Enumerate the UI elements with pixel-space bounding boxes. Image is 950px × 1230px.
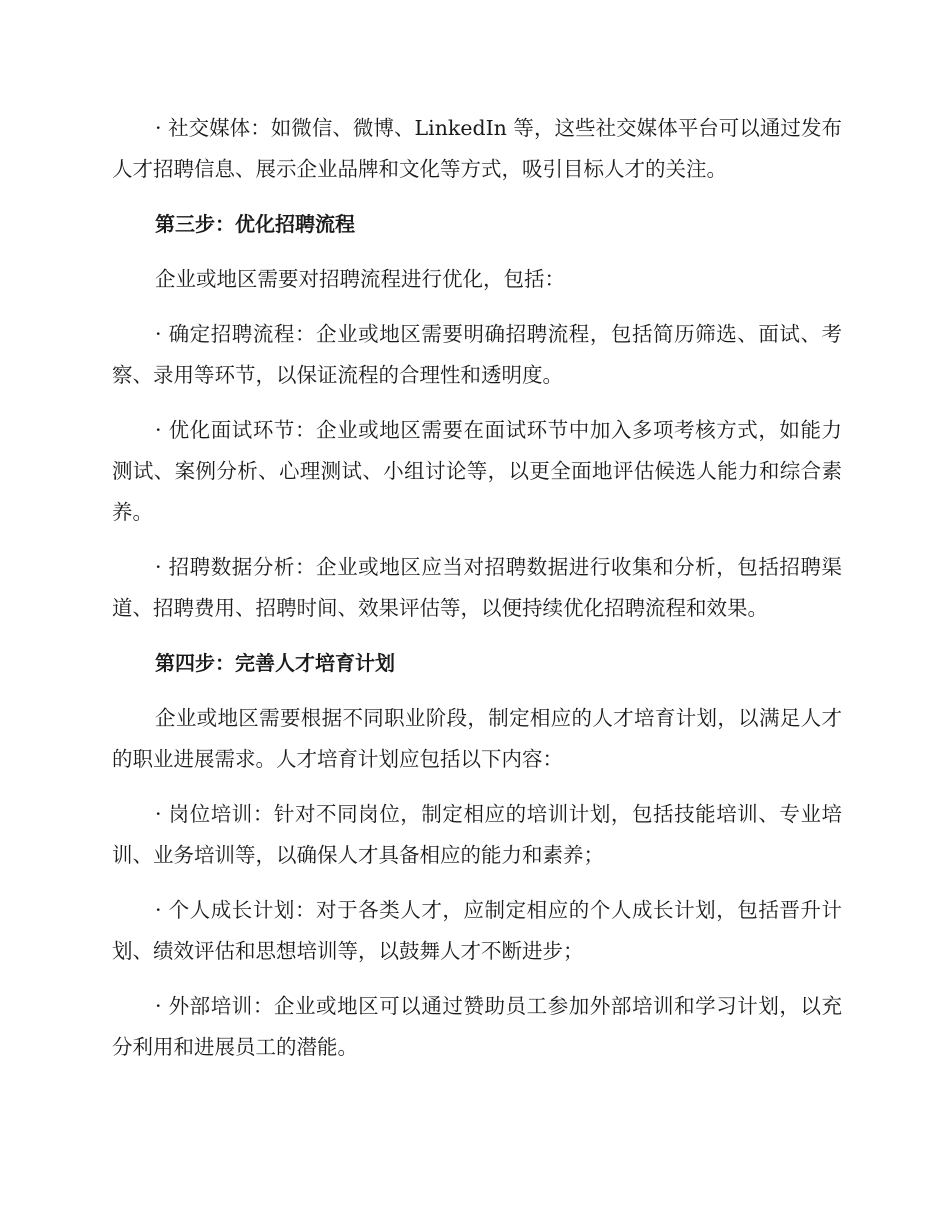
paragraph-training-intro: 企业或地区需要根据不同职业阶段，制定相应的人才培育计划，以满足人才的职业进展需求。人才培育计划应包括以下内容：	[112, 706, 842, 771]
paragraph-optimize-intro: 企业或地区需要对招聘流程进行优化，包括：	[155, 267, 565, 291]
paragraph-define-process: · 确定招聘流程：企业或地区需要明确招聘流程，包括简历筛选、面试、考察、录用等环节，以保证流程的合理性和透明度。	[112, 322, 842, 387]
paragraph-job-training: · 岗位培训：针对不同岗位，制定相应的培训计划，包括技能培训、专业培训、业务培训等，以确保人才具备相应的能力和素养；	[112, 802, 842, 867]
paragraph-external-training: · 外部培训：企业或地区可以通过赞助员工参加外部培训和学习计划，以充分利用和进展员工的潜能。	[112, 994, 842, 1059]
paragraph-optimize-interview: · 优化面试环节：企业或地区需要在面试环节中加入多项考核方式，如能力测试、案例分析、心理测试、小组讨论等，以更全面地评估候选人能力和综合素养。	[112, 418, 842, 524]
paragraph-growth-plan: · 个人成长计划：对于各类人才，应制定相应的个人成长计划，包括晋升计划、绩效评估和思想培训等，以鼓舞人才不断进步；	[112, 898, 842, 963]
paragraph-social-media: · 社交媒体：如微信、微博、LinkedIn 等，这些社交媒体平台可以通过发布人才招聘信息、展示企业品牌和文化等方式，吸引目标人才的关注。	[112, 116, 842, 181]
document-body	[112, 108, 842, 1082]
heading-step-three: 第三步：优化招聘流程	[155, 212, 355, 236]
paragraph-data-analysis: · 招聘数据分析：企业或地区应当对招聘数据进行收集和分析，包括招聘渠道、招聘费用、招聘时间、效果评估等，以便持续优化招聘流程和效果。	[112, 555, 842, 620]
heading-step-four: 第四步：完善人才培育计划	[155, 651, 395, 675]
